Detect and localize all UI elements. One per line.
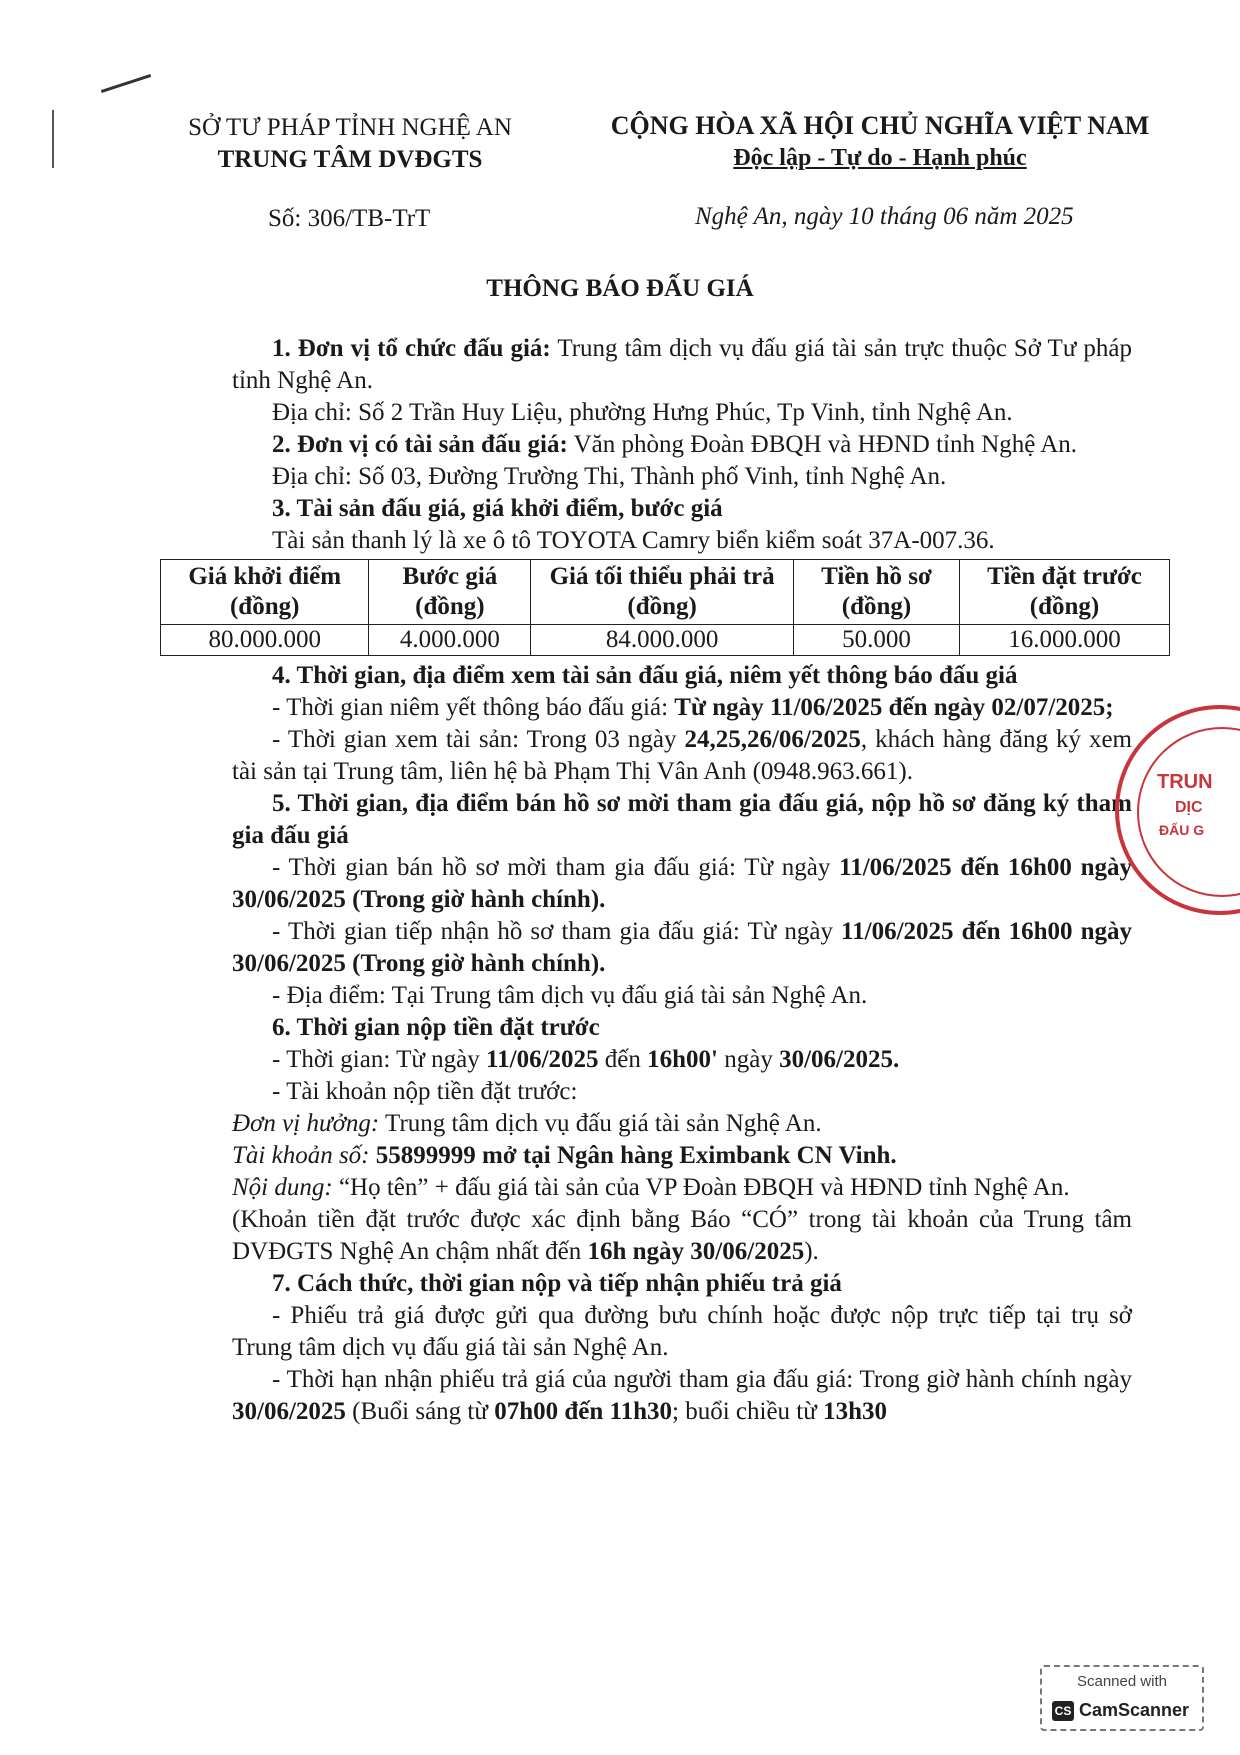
document-date: Nghệ An, ngày 10 tháng 06 năm 2025	[695, 203, 1074, 230]
deposit-hour: 16h00'	[647, 1046, 718, 1073]
deposit-time-label: - Thời gian: Từ ngày	[272, 1046, 487, 1073]
beneficiary-value: Trung tâm dịch vụ đấu giá tài sản Nghệ An.	[379, 1110, 822, 1137]
cell-deposit: 16.000.000	[960, 625, 1170, 656]
document-body	[188, 333, 1142, 1428]
header-bid-step: Bước giá (đồng)	[369, 560, 531, 625]
official-seal	[1115, 705, 1240, 915]
beneficiary-label: Đơn vị hưởng:	[232, 1110, 380, 1137]
header-file-fee: Tiền hồ sơ (đồng)	[793, 560, 959, 625]
header-deposit: Tiền đặt trước (đồng)	[960, 560, 1170, 625]
section-6-account-heading: - Tài khoản nộp tiền đặt trước:	[272, 1078, 578, 1105]
document-title: THÔNG BÁO ĐẤU GIÁ	[486, 275, 754, 302]
scanned-with-label: Scanned with	[1076, 1673, 1168, 1690]
section-1-address: Địa chỉ: Số 2 Trần Huy Liệu, phường Hưng Phúc, Tp Vinh, tỉnh Nghệ An.	[272, 399, 1013, 426]
section-4-viewing	[232, 724, 1132, 788]
section-6-heading: 6. Thời gian nộp tiền đặt trước	[272, 1014, 600, 1041]
section-1-text: Trung tâm dịch vụ đấu giá tài sản trực thuộc Sở Tư pháp tỉnh Nghệ An.	[232, 335, 1133, 394]
note-deadline: 16h ngày 30/06/2025	[587, 1238, 805, 1265]
section-6-note	[232, 1204, 1132, 1268]
agency-header	[150, 112, 550, 176]
note-text: (Khoản tiền đặt trước được xác định bằng Báo “CÓ” trong tài khoản của Trung tâm DVĐGTS Nghệ An chậm nhất đến	[232, 1206, 1132, 1265]
document-number: Số: 306/TB-TrT	[268, 205, 431, 232]
viewing-contact: , khách hàng đăng ký xem tài sản tại Trung tâm, liên hệ bà Phạm Thị Vân Anh (0948.963.661).	[232, 726, 1132, 785]
section-4-heading: 4. Thời gian, địa điểm xem tài sản đấu giá, niêm yết thông báo đấu giá	[272, 662, 1018, 689]
national-header	[580, 110, 1180, 174]
cell-minimum-price: 84.000.000	[531, 625, 794, 656]
seal-text-1: TRUN	[1157, 771, 1213, 793]
cell-bid-step: 4.000.000	[369, 625, 531, 656]
seal-text-3: ĐẤU G	[1159, 822, 1205, 838]
content-label: Nội dung:	[232, 1174, 333, 1201]
section-6-time	[232, 1044, 1132, 1076]
section-1-label: 1. Đơn vị tổ chức đấu giá:	[272, 335, 551, 362]
section-5-sale	[232, 852, 1132, 916]
price-table-header	[161, 560, 1170, 625]
afternoon-label: ; buổi chiều từ	[672, 1398, 824, 1425]
posting-label: - Thời gian niêm yết thông báo đấu giá:	[272, 694, 675, 721]
morning-hours: 07h00 đến 11h30	[494, 1398, 673, 1425]
table-row	[161, 625, 1170, 656]
section-7-deadline	[232, 1364, 1132, 1428]
section-6-beneficiary	[232, 1108, 1132, 1140]
section-3-heading: 3. Tài sản đấu giá, giá khởi điểm, bước giá	[272, 495, 723, 522]
national-motto: Độc lập - Tự do - Hạnh phúc	[733, 145, 1027, 171]
deposit-to: đến	[598, 1046, 648, 1073]
note-end: ).	[804, 1238, 819, 1265]
receipt-label: - Thời gian tiếp nhận hồ sơ tham gia đấu giá: Từ ngày	[272, 918, 842, 945]
section-7-heading: 7. Cách thức, thời gian nộp và tiếp nhận phiếu trả giá	[272, 1270, 842, 1297]
cell-starting-price: 80.000.000	[161, 625, 369, 656]
section-6-account	[232, 1140, 1132, 1172]
content-value: “Họ tên” + đấu giá tài sản của VP Đoàn ĐBQH và HĐND tỉnh Nghệ An.	[332, 1174, 1070, 1201]
section-5-receipt	[232, 916, 1132, 980]
deposit-end: 30/06/2025.	[779, 1046, 900, 1073]
cell-file-fee: 50.000	[793, 625, 959, 656]
section-4-posting	[232, 692, 1132, 724]
header-starting-price: Giá khởi điểm (đồng)	[161, 560, 369, 625]
section-5-heading: 5. Thời gian, địa điểm bán hồ sơ mời tham gia đấu giá, nộp hồ sơ đăng ký tham gia đấu giá	[232, 790, 1132, 849]
header-minimum-price: Giá tối thiểu phải trả (đồng)	[531, 560, 794, 625]
deposit-day-label: ngày	[718, 1046, 780, 1073]
seal-text-2: DỊC	[1175, 799, 1203, 816]
viewing-label: - Thời gian xem tài sản: Trong 03 ngày	[272, 726, 685, 753]
national-title: CỘNG HÒA XÃ HỘI CHỦ NGHĨA VIỆT NAM	[610, 111, 1150, 140]
section-2-text: Văn phòng Đoàn ĐBQH và HĐND tỉnh Nghệ An.	[567, 431, 1078, 458]
pen-stroke	[101, 74, 151, 93]
deadline-label: - Thời hạn nhận phiếu trả giá của người tham gia đấu giá: Trong giờ hành chính ngày	[272, 1366, 1132, 1393]
section-2-address: Địa chỉ: Số 03, Đường Trường Thi, Thành phố Vinh, tỉnh Nghệ An.	[272, 463, 947, 490]
agency-name: TRUNG TÂM DVĐGTS	[217, 146, 483, 173]
section-6-content	[232, 1172, 1132, 1204]
camscanner-brand: CamScanner	[1079, 1700, 1190, 1720]
account-value: 55899999 mở tại Ngân hàng Eximbank CN Vinh.	[369, 1142, 897, 1169]
sale-label: - Thời gian bán hồ sơ mời tham gia đấu giá: Từ ngày	[272, 854, 840, 881]
deposit-start: 11/06/2025	[486, 1046, 599, 1073]
deadline-date: 30/06/2025	[232, 1398, 346, 1425]
scan-edge-mark	[52, 110, 54, 168]
receipt-dates: 11/06/2025 đến 16h00 ngày 30/06/2025 (Trong giờ hành chính).	[232, 918, 1132, 977]
camscanner-logo-icon: CS	[1052, 1701, 1074, 1721]
agency-parent: SỞ TƯ PHÁP TỈNH NGHỆ AN	[188, 114, 512, 141]
morning-label: (Buổi sáng từ	[345, 1398, 495, 1425]
afternoon-start: 13h30	[823, 1398, 887, 1425]
sale-dates: 11/06/2025 đến 16h00 ngày 30/06/2025 (Trong giờ hành chính).	[232, 854, 1132, 913]
section-7-method: - Phiếu trả giá được gửi qua đường bưu chính hoặc được nộp trực tiếp tại trụ sở Trung tâm dịch vụ đấu giá tài sản Nghệ An.	[232, 1302, 1132, 1361]
section-2	[232, 429, 1132, 461]
viewing-dates: 24,25,26/06/2025	[684, 726, 861, 753]
camscanner-badge	[1040, 1665, 1204, 1731]
price-table	[160, 559, 1170, 656]
section-2-label: 2. Đơn vị có tài sản đấu giá:	[272, 431, 568, 458]
posting-dates: Từ ngày 11/06/2025 đến ngày 02/07/2025;	[674, 694, 1114, 721]
account-label: Tài khoản số:	[232, 1142, 370, 1169]
section-3-text: Tài sản thanh lý là xe ô tô TOYOTA Camry biển kiểm soát 37A-007.36.	[272, 527, 995, 554]
section-5-location: - Địa điểm: Tại Trung tâm dịch vụ đấu giá tài sản Nghệ An.	[272, 982, 868, 1009]
section-1	[232, 333, 1132, 397]
